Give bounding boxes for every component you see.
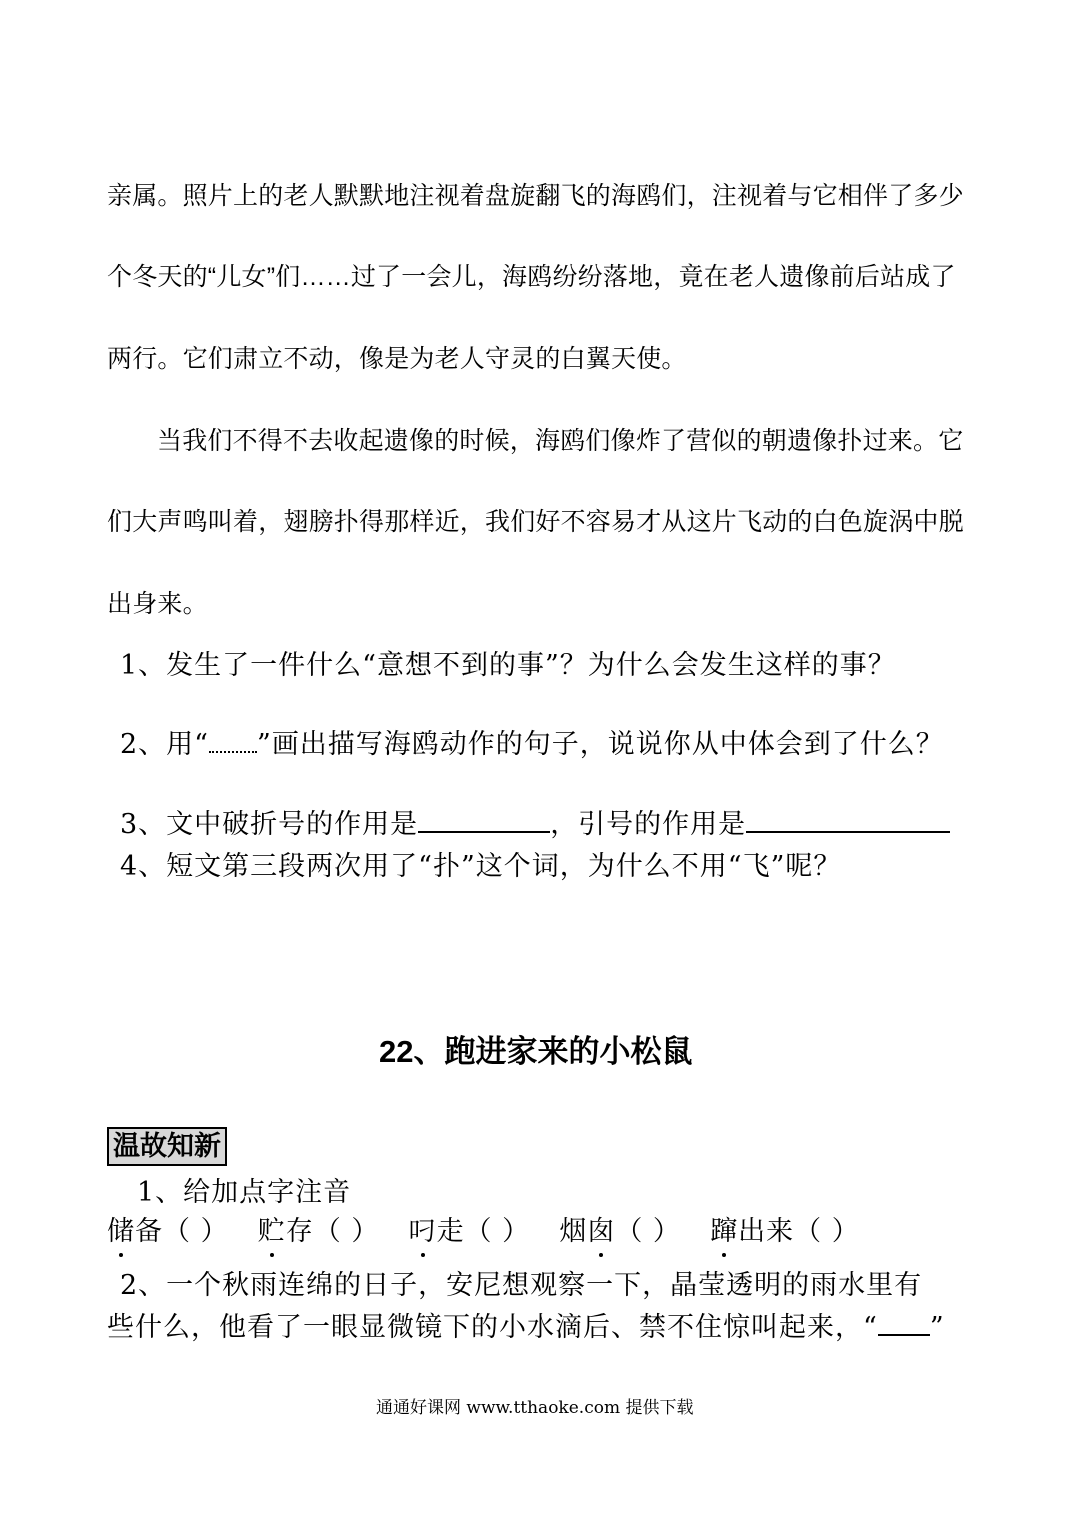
- question-4: 4、短文第三段两次用了“扑”这个词，为什么不用“飞”呢？: [120, 851, 842, 882]
- exercise-2-close-quote: ”: [929, 1312, 945, 1343]
- footer-text: 通通好课网 www.tthaoke.com 提供下载: [376, 1398, 694, 1418]
- exercise-2-text: 些什么，他看了一眼显微镜下的小水滴后、禁不住惊叫起来，“: [107, 1312, 878, 1343]
- question-3-part-b: ，引号的作用是: [550, 809, 747, 840]
- question-2-suffix: ”画出描写海鸥动作的句子，说说你从中体会到了什么？: [256, 729, 944, 760]
- exercise-1-title: 1、给加点字注音: [137, 1177, 352, 1208]
- question-3: [120, 802, 950, 841]
- passage-line-3: 两行。它们肃立不动，像是为老人守灵的白翼天使。: [107, 345, 687, 373]
- pinyin-item-2: [258, 1216, 380, 1247]
- passage-line-1: 亲属。照片上的老人默默地注视着盘旋翻飞的海鸥们，注视着与它相伴了多少: [107, 182, 964, 210]
- pinyin-item-4: [559, 1216, 681, 1247]
- passage-line-4: 当我们不得不去收起遗像的时候，海鸥们像炸了营似的朝遗像扑过来。它: [157, 427, 964, 455]
- pinyin-item-1-blank[interactable]: 备（ ）: [135, 1216, 229, 1247]
- pinyin-item-2-blank[interactable]: 存（ ）: [285, 1216, 380, 1247]
- pinyin-item-4-blank[interactable]: （ ）: [615, 1216, 681, 1247]
- section-label-box: 温故知新: [107, 1127, 227, 1166]
- pinyin-row: [107, 1209, 860, 1248]
- question-1: 1、发生了一件什么“意想不到的事”？为什么会发生这样的事？: [120, 650, 896, 681]
- pinyin-item-5: [710, 1216, 860, 1247]
- answer-blank-dash[interactable]: [418, 809, 550, 833]
- exercise-2-line-2: [107, 1305, 945, 1344]
- dotted-char-5: 蹿: [710, 1209, 738, 1248]
- passage-line-2: 个冬天的“儿女”们……过了一会儿，海鸥纷纷落地，竟在老人遗像前后站成了: [107, 263, 956, 291]
- answer-blank-quote[interactable]: [746, 809, 950, 833]
- pinyin-item-3: [409, 1216, 531, 1247]
- wavy-underline-sample: [209, 727, 257, 753]
- passage-line-6: 出身来。: [107, 590, 208, 618]
- question-2-prefix: 2、用“: [120, 729, 209, 760]
- lesson-title: 22、跑进家来的小松鼠: [379, 1034, 693, 1069]
- exercise-2-line-1: 2、一个秋雨连绵的日子，安尼想观察一下，晶莹透明的雨水里有: [120, 1270, 923, 1301]
- pinyin-item-1: [107, 1216, 229, 1247]
- dotted-char-2: 贮: [258, 1209, 286, 1248]
- pinyin-item-3-blank[interactable]: 走（ ）: [436, 1216, 531, 1247]
- dotted-char-1: 储: [107, 1209, 135, 1248]
- question-2: [120, 722, 944, 761]
- dotted-char-4: 囱: [587, 1209, 615, 1248]
- dotted-char-3: 叼: [409, 1209, 437, 1248]
- question-3-part-a: 3、文中破折号的作用是: [120, 809, 419, 840]
- pinyin-item-5-blank[interactable]: 出来（ ）: [738, 1216, 860, 1247]
- passage-line-5: 们大声鸣叫着，翅膀扑得那样近，我们好不容易才从这片飞动的白色旋涡中脱: [107, 508, 964, 536]
- pinyin-item-4-pre: 烟: [559, 1216, 588, 1247]
- exercise-2-blank[interactable]: [878, 1312, 930, 1336]
